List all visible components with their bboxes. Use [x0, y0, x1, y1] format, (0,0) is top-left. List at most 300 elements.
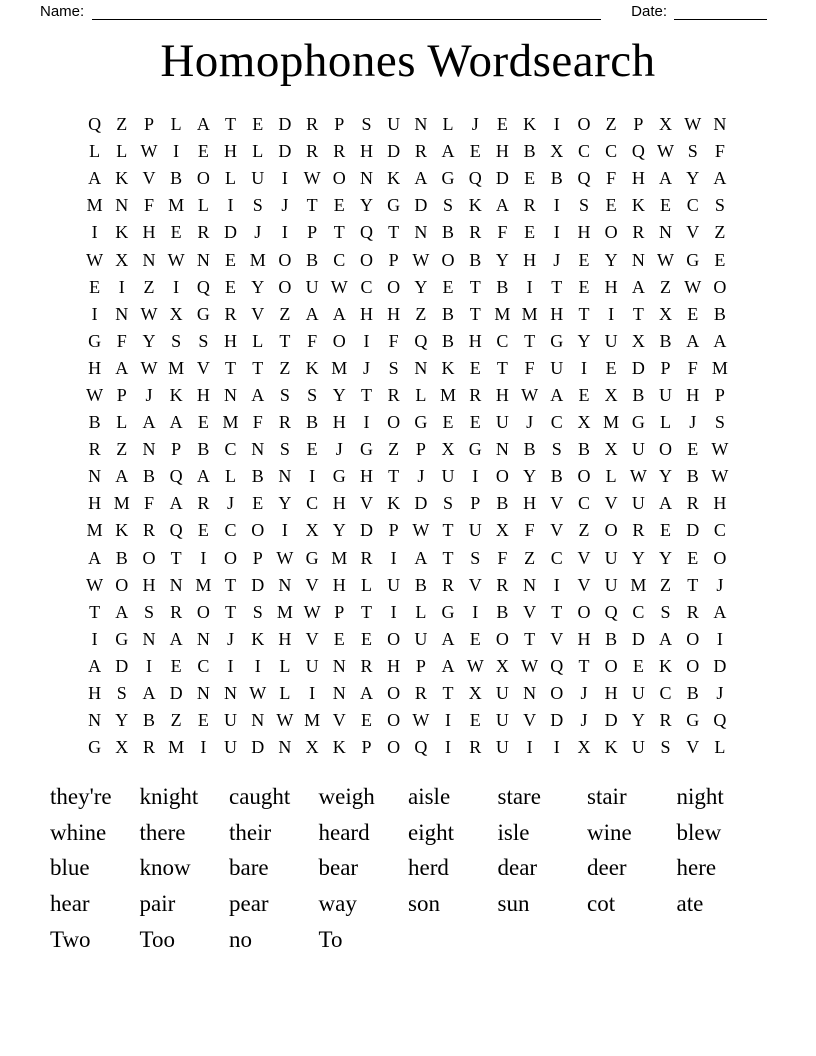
grid-letter: H — [468, 330, 482, 351]
grid-letter: B — [496, 493, 509, 514]
grid-letter: F — [714, 141, 725, 162]
grid-letter: R — [224, 303, 237, 324]
grid-letter: B — [469, 249, 482, 270]
word-list-column — [587, 779, 677, 958]
grid-letter: T — [442, 547, 454, 568]
grid-letter: M — [222, 412, 239, 433]
word-list-item: weigh — [318, 784, 375, 809]
grid-letter: W — [330, 276, 348, 297]
grid-letter: L — [415, 601, 427, 622]
grid-letter: O — [387, 710, 401, 731]
grid-letter: N — [495, 439, 509, 460]
name-label: Name: — [40, 3, 85, 20]
grid-letter: M — [86, 195, 103, 216]
grid-letter: V — [305, 628, 319, 649]
grid-letter: V — [577, 547, 591, 568]
grid-letter: H — [88, 357, 102, 378]
grid-letter: U — [305, 655, 319, 676]
grid-letter: B — [88, 412, 101, 433]
grid-letter: U — [631, 683, 645, 704]
grid-letter: H — [224, 330, 238, 351]
grid-letter: F — [606, 168, 617, 189]
grid-letter: R — [142, 520, 155, 541]
grid-letter: T — [360, 384, 372, 405]
grid-letter: A — [196, 466, 210, 487]
grid-letter: M — [494, 303, 511, 324]
grid-letter: S — [687, 141, 698, 162]
grid-letter: E — [687, 303, 699, 324]
grid-letter: N — [196, 249, 210, 270]
grid-letter: H — [713, 493, 727, 514]
grid-letter: V — [196, 357, 210, 378]
grid-letter: O — [495, 466, 509, 487]
grid-letter: O — [115, 574, 129, 595]
grid-letter: R — [496, 574, 509, 595]
grid-letter: P — [633, 114, 644, 135]
grid-letter: G — [414, 412, 428, 433]
grid-letter: T — [469, 276, 481, 297]
grid-letter: A — [305, 303, 319, 324]
grid-letter: O — [196, 601, 210, 622]
word-list-item: Too — [139, 926, 175, 952]
grid-letter: A — [631, 276, 645, 297]
grid-letter: B — [496, 601, 509, 622]
word-list-column — [677, 779, 767, 958]
grid-letter: A — [88, 168, 102, 189]
grid-letter: N — [523, 683, 537, 704]
word-list-item: wine — [587, 819, 632, 845]
grid-letter: P — [334, 114, 345, 135]
grid-letter: O — [686, 628, 700, 649]
grid-letter: K — [659, 655, 673, 676]
grid-letter: B — [306, 249, 319, 270]
grid-letter: T — [388, 466, 400, 487]
grid-letter: B — [523, 141, 536, 162]
grid-letter: E — [578, 276, 590, 297]
grid-letter: N — [414, 357, 428, 378]
grid-letter: D — [414, 493, 428, 514]
grid-letter: M — [630, 574, 647, 595]
grid-letter: D — [550, 710, 564, 731]
grid-letter: R — [170, 601, 183, 622]
grid-letter: Y — [523, 466, 537, 487]
grid-letter: D — [631, 357, 645, 378]
grid-letter: W — [657, 249, 675, 270]
grid-letter: H — [577, 628, 591, 649]
grid-letter: I — [173, 141, 180, 162]
grid-letter: H — [686, 384, 700, 405]
grid-letter: P — [415, 439, 426, 460]
grid-letter: F — [497, 222, 508, 243]
grid-letter: C — [713, 520, 726, 541]
grid-letter: U — [631, 493, 645, 514]
word-list-item: way — [318, 891, 357, 917]
grid-letter: O — [142, 547, 156, 568]
grid-letter: A — [659, 628, 673, 649]
grid-letter: D — [251, 737, 265, 758]
word-list-column — [498, 779, 588, 958]
grid-letter: U — [631, 737, 645, 758]
grid-letter: R — [523, 195, 536, 216]
grid-letter: E — [660, 520, 672, 541]
word-list-item: heard — [318, 819, 370, 845]
grid-letter: B — [550, 466, 563, 487]
grid-letter: C — [659, 683, 672, 704]
grid-letter: N — [414, 114, 428, 135]
grid-letter: R — [414, 141, 427, 162]
grid-letter: S — [361, 114, 372, 135]
grid-letter: U — [414, 628, 428, 649]
grid-letter: G — [359, 439, 373, 460]
grid-letter: Q — [169, 520, 183, 541]
grid-letter: T — [225, 357, 237, 378]
grid-letter: O — [387, 412, 401, 433]
grid-letter: W — [303, 601, 321, 622]
grid-letter: U — [305, 276, 319, 297]
grid-letter: I — [445, 710, 452, 731]
grid-letter: N — [631, 249, 645, 270]
grid-letter: P — [415, 655, 426, 676]
grid-letter: Q — [713, 710, 727, 731]
grid-letter: E — [714, 249, 726, 270]
grid-letter: R — [632, 520, 645, 541]
grid-letter: O — [251, 520, 265, 541]
grid-letter: T — [469, 303, 481, 324]
grid-letter: U — [495, 710, 509, 731]
grid-letter: H — [278, 628, 292, 649]
grid-letter: O — [577, 601, 591, 622]
grid-letter: S — [171, 330, 182, 351]
grid-letter: G — [441, 601, 455, 622]
grid-letter: Y — [659, 547, 673, 568]
grid-letter: N — [659, 222, 673, 243]
grid-letter: R — [333, 141, 346, 162]
grid-letter: I — [608, 303, 615, 324]
grid-letter: R — [659, 710, 672, 731]
grid-letter: A — [142, 683, 156, 704]
grid-letter: N — [169, 574, 183, 595]
grid-letter: D — [359, 520, 373, 541]
word-list-item: aisle — [408, 784, 451, 809]
grid-letter: P — [660, 357, 671, 378]
grid-letter: D — [495, 168, 509, 189]
grid-letter: I — [91, 628, 98, 649]
grid-letter: D — [278, 114, 292, 135]
grid-letter: T — [496, 357, 508, 378]
grid-letter: A — [196, 114, 210, 135]
grid-letter: H — [196, 384, 210, 405]
grid-letter: C — [577, 493, 590, 514]
grid-letter: M — [168, 195, 185, 216]
grid-letter: I — [309, 683, 316, 704]
grid-letter: E — [469, 710, 481, 731]
grid-letter: L — [89, 141, 101, 162]
grid-letter: M — [249, 249, 266, 270]
grid-letter: J — [145, 384, 153, 405]
grid-letter: A — [713, 601, 727, 622]
word-list-column — [140, 779, 230, 958]
grid-letter: Q — [550, 655, 564, 676]
grid-letter: G — [550, 330, 564, 351]
grid-letter: A — [332, 303, 346, 324]
grid-letter: V — [523, 601, 537, 622]
grid-letter: W — [140, 357, 158, 378]
grid-letter: Y — [631, 710, 645, 731]
grid-letter: U — [224, 710, 238, 731]
grid-letter: A — [659, 168, 673, 189]
grid-letter: M — [331, 357, 348, 378]
grid-letter: F — [687, 357, 698, 378]
grid-letter: Y — [142, 330, 156, 351]
grid-letter: E — [225, 276, 237, 297]
grid-letter: O — [713, 276, 727, 297]
grid-letter: M — [276, 601, 293, 622]
grid-letter: V — [523, 710, 537, 731]
grid-letter: R — [360, 655, 373, 676]
grid-letter: N — [142, 249, 156, 270]
grid-letter: G — [387, 195, 401, 216]
grid-letter: F — [524, 357, 535, 378]
grid-letter: A — [713, 168, 727, 189]
grid-letter: F — [524, 520, 535, 541]
grid-letter: I — [200, 547, 207, 568]
grid-letter: I — [553, 737, 560, 758]
grid-letter: T — [89, 601, 101, 622]
grid-letter: V — [550, 520, 564, 541]
grid-letter: J — [227, 493, 235, 514]
word-list-item: hear — [50, 891, 90, 917]
grid-letter: O — [224, 547, 238, 568]
grid-letter: E — [197, 520, 209, 541]
grid-letter: G — [88, 330, 102, 351]
word-list-item: pear — [229, 891, 269, 917]
grid-letter: G — [115, 628, 129, 649]
grid-letter: A — [251, 384, 265, 405]
grid-letter: W — [86, 384, 104, 405]
grid-letter: Q — [169, 466, 183, 487]
grid-letter: R — [469, 222, 482, 243]
grid-letter: W — [412, 249, 430, 270]
grid-letter: P — [116, 384, 127, 405]
grid-letter: C — [333, 249, 346, 270]
grid-letter: E — [578, 384, 590, 405]
grid-letter: U — [495, 683, 509, 704]
grid-letter: C — [686, 195, 699, 216]
grid-letter: I — [472, 466, 479, 487]
grid-letter: O — [278, 276, 292, 297]
word-list-item: eight — [408, 819, 454, 845]
grid-letter: B — [115, 547, 128, 568]
grid-letter: F — [143, 195, 154, 216]
grid-letter: D — [251, 574, 265, 595]
grid-letter: I — [716, 628, 723, 649]
grid-letter: W — [629, 466, 647, 487]
grid-letter: A — [88, 655, 102, 676]
grid-letter: H — [495, 141, 509, 162]
grid-letter: R — [686, 601, 699, 622]
grid-letter: O — [604, 222, 618, 243]
word-list-item: stare — [497, 784, 541, 809]
grid-letter: B — [442, 303, 455, 324]
grid-letter: F — [307, 330, 318, 351]
grid-letter: I — [390, 547, 397, 568]
grid-letter: I — [553, 114, 560, 135]
grid-letter: S — [252, 601, 263, 622]
grid-letter: S — [714, 195, 725, 216]
grid-letter: T — [333, 222, 345, 243]
grid-letter: P — [388, 249, 399, 270]
grid-letter: R — [469, 384, 482, 405]
grid-letter: X — [468, 683, 482, 704]
grid-letter: E — [306, 439, 318, 460]
grid-letter: I — [173, 276, 180, 297]
word-list-item: night — [676, 784, 724, 809]
grid-letter: R — [469, 737, 482, 758]
word-list-item: bare — [229, 855, 269, 881]
worksheet-header — [40, 3, 767, 20]
grid-letter: N — [713, 114, 727, 135]
grid-letter: Y — [604, 249, 618, 270]
grid-letter: H — [88, 493, 102, 514]
word-list-item: there — [139, 819, 186, 845]
grid-letter: A — [686, 330, 700, 351]
grid-letter: T — [442, 683, 454, 704]
grid-letter: A — [441, 655, 455, 676]
word-list-column — [408, 779, 498, 958]
grid-letter: H — [359, 141, 373, 162]
grid-letter: O — [387, 628, 401, 649]
grid-letter: H — [495, 384, 509, 405]
wordsearch-grid — [81, 111, 734, 761]
grid-letter: J — [227, 628, 235, 649]
grid-letter: S — [279, 384, 290, 405]
grid-letter: O — [359, 249, 373, 270]
grid-letter: W — [657, 141, 675, 162]
grid-letter: E — [496, 114, 508, 135]
word-list-item: whine — [50, 819, 107, 845]
grid-letter: P — [388, 520, 399, 541]
grid-letter: P — [252, 547, 263, 568]
grid-letter: D — [713, 655, 727, 676]
grid-letter: M — [521, 303, 538, 324]
word-list-item: stair — [587, 784, 627, 809]
grid-letter: I — [254, 655, 261, 676]
grid-letter: N — [332, 683, 346, 704]
grid-letter: L — [279, 683, 291, 704]
grid-letter: V — [686, 737, 700, 758]
grid-letter: H — [550, 303, 564, 324]
grid-letter: H — [523, 493, 537, 514]
grid-letter: A — [142, 412, 156, 433]
grid-letter: X — [577, 737, 591, 758]
grid-letter: Z — [170, 710, 182, 731]
grid-letter: A — [169, 412, 183, 433]
grid-letter: E — [333, 628, 345, 649]
grid-letter: K — [169, 384, 183, 405]
grid-letter: S — [252, 195, 263, 216]
grid-letter: Z — [143, 276, 155, 297]
grid-letter: A — [359, 683, 373, 704]
grid-letter: I — [390, 601, 397, 622]
grid-letter: G — [686, 249, 700, 270]
grid-letter: B — [142, 466, 155, 487]
grid-letter: H — [577, 222, 591, 243]
grid-letter: N — [196, 628, 210, 649]
grid-letter: S — [714, 412, 725, 433]
grid-letter: E — [687, 439, 699, 460]
grid-letter: C — [224, 520, 237, 541]
word-list-item: bear — [318, 855, 359, 881]
grid-letter: W — [276, 710, 294, 731]
grid-letter: H — [387, 655, 401, 676]
grid-letter: Z — [660, 574, 672, 595]
grid-letter: L — [605, 466, 617, 487]
grid-letter: I — [281, 222, 288, 243]
grid-letter: E — [469, 412, 481, 433]
grid-letter: O — [441, 249, 455, 270]
grid-letter: B — [686, 683, 699, 704]
grid-letter: I — [281, 168, 288, 189]
grid-letter: U — [631, 439, 645, 460]
grid-letter: L — [252, 141, 264, 162]
grid-letter: M — [86, 520, 103, 541]
grid-letter: T — [225, 601, 237, 622]
grid-letter: P — [307, 222, 318, 243]
grid-letter: W — [249, 683, 267, 704]
grid-letter: V — [550, 628, 564, 649]
grid-letter: C — [496, 330, 509, 351]
grid-letter: T — [170, 547, 182, 568]
grid-letter: E — [469, 141, 481, 162]
grid-letter: R — [142, 737, 155, 758]
grid-letter: C — [550, 412, 563, 433]
grid-letter: G — [88, 737, 102, 758]
grid-letter: V — [305, 574, 319, 595]
grid-letter: F — [252, 412, 263, 433]
grid-letter: L — [197, 195, 209, 216]
grid-letter: W — [167, 249, 185, 270]
grid-letter: U — [495, 737, 509, 758]
grid-letter: H — [523, 249, 537, 270]
grid-letter: N — [142, 439, 156, 460]
word-list-item: son — [408, 891, 440, 917]
grid-letter: U — [468, 520, 482, 541]
grid-letter: C — [306, 493, 319, 514]
grid-letter: M — [113, 493, 130, 514]
grid-letter: H — [387, 303, 401, 324]
grid-letter: D — [631, 628, 645, 649]
grid-letter: O — [332, 330, 346, 351]
grid-letter: D — [686, 520, 700, 541]
grid-letter: V — [251, 303, 265, 324]
grid-letter: M — [304, 710, 321, 731]
grid-letter: T — [306, 195, 318, 216]
grid-letter: U — [251, 168, 265, 189]
grid-letter: Y — [577, 330, 591, 351]
grid-letter: Y — [332, 384, 346, 405]
grid-letter: H — [604, 276, 618, 297]
grid-letter: X — [604, 439, 618, 460]
grid-letter: K — [305, 357, 319, 378]
grid-letter: Q — [88, 114, 102, 135]
grid-letter: J — [254, 222, 262, 243]
grid-letter: K — [387, 493, 401, 514]
grid-letter: V — [577, 574, 591, 595]
word-list-item: deer — [587, 855, 627, 881]
grid-letter: T — [225, 114, 237, 135]
grid-letter: B — [170, 168, 183, 189]
grid-letter: I — [281, 520, 288, 541]
